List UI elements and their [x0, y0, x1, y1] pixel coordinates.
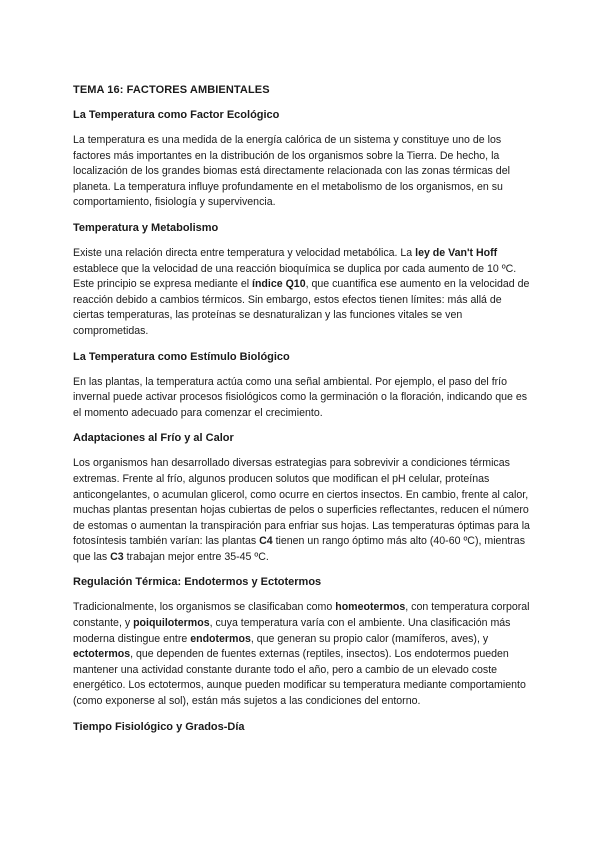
section-heading: Regulación Térmica: Endotermos y Ectotermos — [73, 576, 322, 589]
text-run: Existe una relación directa entre temperatura y velocidad metabólica. La — [73, 246, 416, 259]
bold-term: poiquilotermos — [133, 617, 210, 630]
text-run: Los organismos han desarrollado diversas estrategias para sobrevivir a condiciones térmicas extremas. Frente al frío, algunos producen solutos que modifican el pH celular, proteínas anticongelantes, o acumulan glicerol, como ocurre en ciertos insectos. En cambio, frente al calor, muchas plantas presentan hojas cubiertas de pelos o superficies reflectantes, reducen el número de estomas o aumentan la transpiración para enfriar sus hojas. Las temperaturas óptimas para la fotosíntesis también varían: las plantas — [73, 457, 530, 548]
text-run: establece que la velocidad de una reacción bioquímica se duplica por cada aumento de 10 ºC. Este principio se expresa mediante el — [73, 262, 517, 291]
text-run: , que cuantifica ese aumento en la velocidad de reacción debido a cambios térmicos. Sin embargo, estos efectos tienen límites: más allá de ciertas temperaturas, las proteínas se desnaturalizan y las funciones vitales se ven comprometidas. — [73, 278, 530, 337]
text-run: tienen un rango óptimo más alto (40-60 ºC), mientras que las — [73, 535, 525, 563]
text-run: Tradicionalmente, los organismos se clasificaban como — [73, 601, 336, 614]
section-paragraph — [73, 375, 533, 422]
text-run: , cuya temperatura varía con el ambiente. Una clasificación más moderna distingue entre — [73, 617, 511, 645]
bold-term: homeotermos — [335, 601, 406, 614]
text-run: , que generan su propio calor (mamíferos, aves), y — [250, 632, 489, 645]
section-heading: Adaptaciones al Frío y al Calor — [73, 432, 234, 445]
bold-term: ley de Van't Hoff — [415, 246, 498, 259]
bold-term: C4 — [259, 535, 273, 548]
section-heading: Tiempo Fisiológico y Grados-Día — [73, 720, 245, 733]
section-paragraph — [73, 246, 533, 340]
section-paragraph — [73, 456, 533, 565]
section-heading: Temperatura y Metabolismo — [73, 221, 219, 234]
document-title: TEMA 16: FACTORES AMBIENTALES — [73, 84, 270, 96]
section-heading: La Temperatura como Estímulo Biológico — [73, 350, 290, 363]
bold-term: ectotermos — [73, 648, 131, 661]
section-paragraph — [73, 600, 533, 709]
text-run: En las plantas, la temperatura actúa como una señal ambiental. Por ejemplo, el paso del frío invernal puede activar procesos fisiológicos como la germinación o la floración, indicando que es el momento adecuado para comenzar el crecimiento. — [73, 375, 528, 419]
bold-term: C3 — [110, 550, 124, 563]
text-run: , que dependen de fuentes externas (reptiles, insectos). Los endotermos pueden mantener una actividad constante durante todo el año, pero a cambio de un elevado coste energético. Los ectotermos, aunque pueden modificar su temperatura mediante comportamiento (como exponerse al sol), están más sujetos a las condiciones del entorno. — [73, 648, 526, 708]
sections-container — [73, 108, 533, 734]
section-heading: La Temperatura como Factor Ecológico — [73, 109, 280, 121]
section-paragraph — [73, 133, 533, 211]
bold-term: índice Q10 — [252, 278, 306, 291]
document-body — [73, 83, 533, 745]
text-run: trabajan mejor entre 35-45 ºC. — [123, 550, 269, 563]
text-run: , con temperatura corporal constante, y — [73, 601, 530, 630]
text-run: La temperatura es una medida de la energía calórica de un sistema y constituye uno de los factores más importantes en la distribución de los organismos sobre la Tierra. De hecho, la localización de los grandes biomas está directamente relacionada con las zonas térmicas del planeta. La temperatura influye profundamente en el metabolismo de los organismos, en su comportamiento, fisiología y supervivencia. — [73, 134, 510, 209]
bold-term: endotermos — [190, 632, 251, 645]
